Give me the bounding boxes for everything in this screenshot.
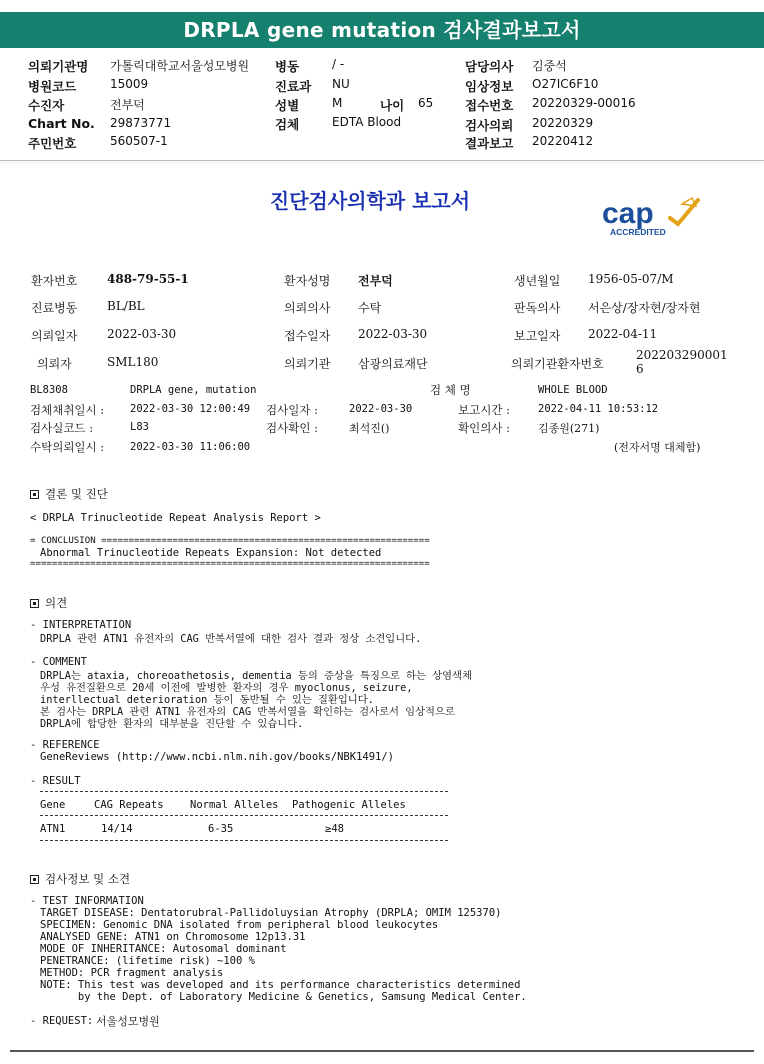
- hdr-label-specimen: 검체: [275, 117, 300, 132]
- test-info-line: by the Dept. of Laboratory Medicine & Genetics, Samsung Medical Center.: [40, 991, 527, 1003]
- test-info-line: METHOD: PCR fragment analysis: [40, 967, 224, 979]
- report-name: < DRPLA Trinucleotide Repeat Analysis Report >: [30, 512, 321, 524]
- requester-value: SML180: [107, 355, 159, 369]
- hdr-label-resident-no: 주민번호: [28, 136, 77, 151]
- lab-code-value: L83: [130, 421, 149, 433]
- birthdate-value: 1956-05-07/M: [588, 272, 674, 286]
- patient-name-label: 환자성명: [284, 274, 331, 288]
- ward-value: BL/BL: [107, 299, 145, 313]
- hdr-value-chart-no: 29873771: [110, 116, 172, 130]
- reading-doctor-value: 서은상/장자현/장자현: [588, 301, 701, 315]
- test-date-value: 2022-03-30: [349, 403, 413, 415]
- hdr-label-accession-no: 접수번호: [465, 98, 514, 113]
- cap-logo-subtext: ACCREDITED: [610, 227, 666, 237]
- result-table-top-rule: [40, 791, 448, 792]
- hdr-value-ward: / -: [332, 57, 345, 71]
- test-info-line: ANALYSED GENE: ATN1 on Chromosome 12p13.31: [40, 931, 306, 943]
- hdr-value-hospital-code: 15009: [110, 77, 149, 91]
- request-heading: - REQUEST:: [30, 1015, 94, 1027]
- hdr-label-chart-no: Chart No.: [28, 116, 95, 131]
- hdr-value-accession-no: 20220329-00016: [532, 96, 636, 110]
- cap-logo-icon: [600, 194, 710, 238]
- conclusion-end-line: =========================================================================: [30, 559, 430, 569]
- req-time-value: 2022-03-30 11:06:00: [130, 441, 251, 453]
- hdr-label-clinical-info: 임상정보: [465, 79, 514, 94]
- confirm-doctor-value: 김종원(271): [538, 422, 600, 435]
- result-cell-gene: ATN1: [40, 823, 66, 835]
- comment-line: interllectual deterioration 등이 동반될 수 있는 질환입니다.: [40, 694, 374, 706]
- result-cell-pathogenic: ≥48: [325, 823, 344, 835]
- hdr-value-request-date: 20220329: [532, 116, 594, 130]
- hdr-label-patient: 수진자: [28, 98, 65, 113]
- cap-accredited-logo: [600, 194, 710, 238]
- conclusion-text: Abnormal Trinucleotide Repeats Expansion: Not detected: [40, 547, 382, 559]
- inst-patient-no-value-line1: 202203290001: [636, 348, 728, 362]
- result-col-cag: CAG Repeats: [94, 799, 164, 811]
- hdr-label-report-date: 결과보고: [465, 136, 514, 151]
- interpretation-text: DRPLA 관련 ATN1 유전자의 CAG 반복서열에 대한 검사 결과 정상 소견입니다.: [40, 633, 422, 645]
- hdr-label-institution: 의뢰기관명: [28, 59, 89, 74]
- patient-name-value: 전부덕: [358, 274, 393, 288]
- result-col-gene: Gene: [40, 799, 66, 811]
- report-time-label: 보고시간 :: [458, 403, 510, 417]
- hdr-value-clinical-info: O27IC6F10: [532, 77, 599, 91]
- section-square-icon: [30, 599, 39, 608]
- section-square-icon: [30, 490, 39, 499]
- result-col-normal: Normal Alleles: [190, 799, 279, 811]
- inst-patient-no-label: 의뢰기관환자번호: [511, 357, 604, 371]
- page-bottom-rule: [10, 1050, 754, 1052]
- result-table-bottom-rule: [40, 840, 448, 841]
- req-doctor-label: 의뢰의사: [284, 301, 331, 315]
- hdr-label-age: 나이: [380, 98, 405, 113]
- reference-heading: - REFERENCE: [30, 739, 100, 751]
- header-divider: [0, 160, 764, 161]
- receipt-date-label: 접수일자: [284, 329, 331, 343]
- req-doctor-value: 수탁: [358, 301, 382, 315]
- patient-no-value: 488-79-55-1: [107, 272, 189, 286]
- confirm-doctor-label: 확인의사 :: [458, 421, 510, 435]
- report-time-value: 2022-04-11 10:53:12: [538, 403, 659, 415]
- hdr-label-doctor: 담당의사: [465, 59, 514, 74]
- inst-patient-no-value-line2: 6: [636, 362, 644, 376]
- hdr-label-department: 진료과: [275, 79, 312, 94]
- ward-label: 진료병동: [31, 301, 78, 315]
- hdr-value-report-date: 20220412: [532, 134, 594, 148]
- comment-line: 본 검사는 DRPLA 관련 ATN1 유전자의 CAG 반복서열을 확인하는 검사로서 임상적으로: [40, 706, 455, 718]
- specimen-name-label: 검 체 명: [430, 383, 471, 397]
- comment-line: DRPLA는 ataxia, choreoathetosis, dementia 등의 증상을 특징으로 하는 상염색체: [40, 670, 472, 682]
- req-time-label: 수탁의뢰일시 :: [30, 440, 105, 454]
- test-info-title: 검사정보 및 소견: [30, 871, 130, 887]
- req-institution-label: 의뢰기관: [284, 357, 331, 371]
- request-value: 서울성모병원: [96, 1015, 160, 1028]
- test-code: BL8308: [30, 384, 68, 396]
- test-date-label: 검사일자 :: [266, 403, 318, 417]
- lab-code-label: 검사실코드 :: [30, 421, 94, 435]
- hdr-value-department: NU: [332, 77, 350, 91]
- hdr-value-specimen: EDTA Blood: [332, 115, 402, 129]
- test-info-line: TARGET DISEASE: Dentatorubral-Pallidoluysian Atrophy (DRPLA; OMIM 125370): [40, 907, 502, 919]
- reading-doctor-label: 판독의사: [514, 301, 561, 315]
- report-date-value: 2022-04-11: [588, 327, 658, 341]
- e-signature-note: (전자서명 대체함): [614, 441, 701, 454]
- req-institution-value: 삼광의료재단: [358, 357, 428, 371]
- header-banner: [0, 12, 764, 48]
- conclusion-header: = CONCLUSION ============================================================: [30, 536, 430, 546]
- opinion-title: 의견: [30, 595, 67, 611]
- hdr-value-sex: M: [332, 96, 343, 110]
- receipt-date-value: 2022-03-30: [358, 327, 428, 341]
- section-square-icon: [30, 875, 39, 884]
- result-cell-normal: 6-35: [208, 823, 234, 835]
- report-title: 진단검사의학과 보고서: [269, 189, 471, 213]
- birthdate-label: 생년월일: [514, 274, 561, 288]
- test-info-line: PENETRANCE: (lifetime risk) ~100 %: [40, 955, 255, 967]
- patient-no-label: 환자번호: [31, 274, 78, 288]
- report-date-label: 보고일자: [514, 329, 561, 343]
- test-confirm-value: 최석진(): [349, 422, 390, 435]
- comment-heading: - COMMENT: [30, 656, 87, 668]
- collect-time-label: 검체채취일시 :: [30, 403, 105, 417]
- test-info-line: NOTE: This test was developed and its performance characteristics determined: [40, 979, 521, 991]
- comment-line: 우성 유전질환으로 20세 이전에 발병한 환자의 경우 myoclonus, seizure,: [40, 682, 413, 694]
- result-table-mid-rule: [40, 815, 448, 816]
- test-confirm-label: 검사확인 :: [266, 421, 318, 435]
- test-info-heading: - TEST INFORMATION: [30, 895, 144, 907]
- interpretation-heading: - INTERPRETATION: [30, 619, 132, 631]
- hdr-label-ward: 병동: [275, 59, 300, 74]
- req-date-value: 2022-03-30: [107, 327, 177, 341]
- test-info-line: SPECIMEN: Genomic DNA isolated from peripheral blood leukocytes: [40, 919, 439, 931]
- specimen-name-value: WHOLE BLOOD: [538, 384, 608, 396]
- hdr-value-doctor: 김중석: [532, 59, 567, 73]
- hdr-label-request-date: 검사의뢰: [465, 118, 514, 133]
- hdr-value-age: 65: [418, 96, 434, 110]
- result-heading: - RESULT: [30, 775, 81, 787]
- hdr-value-institution: 가톨릭대학교서울성모병원: [110, 59, 250, 73]
- report-main-title: DRPLA gene mutation 검사결과보고서: [183, 18, 581, 42]
- cap-logo-text: cap: [602, 197, 654, 230]
- test-info-line: MODE OF INHERITANCE: Autosomal dominant: [40, 943, 287, 955]
- hdr-value-patient: 전부덕: [110, 98, 145, 112]
- reference-text: GeneReviews (http://www.ncbi.nlm.nih.gov/books/NBK1491/): [40, 751, 395, 763]
- comment-line: DRPLA에 합당한 환자의 대부분을 진단할 수 있습니다.: [40, 718, 304, 730]
- result-cell-cag: 14/14: [101, 823, 133, 835]
- conclusion-title: 결론 및 진단: [30, 486, 108, 502]
- hdr-value-resident-no: 560507-1: [110, 134, 168, 148]
- collect-time-value: 2022-03-30 12:00:49: [130, 403, 251, 415]
- result-col-pathogenic: Pathogenic Alleles: [292, 799, 406, 811]
- hdr-label-sex: 성별: [275, 98, 300, 113]
- requester-label: 의뢰자: [37, 357, 72, 371]
- test-name: DRPLA gene, mutation: [130, 384, 257, 396]
- req-date-label: 의뢰일자: [31, 329, 78, 343]
- hdr-label-hospital-code: 병원코드: [28, 79, 77, 94]
